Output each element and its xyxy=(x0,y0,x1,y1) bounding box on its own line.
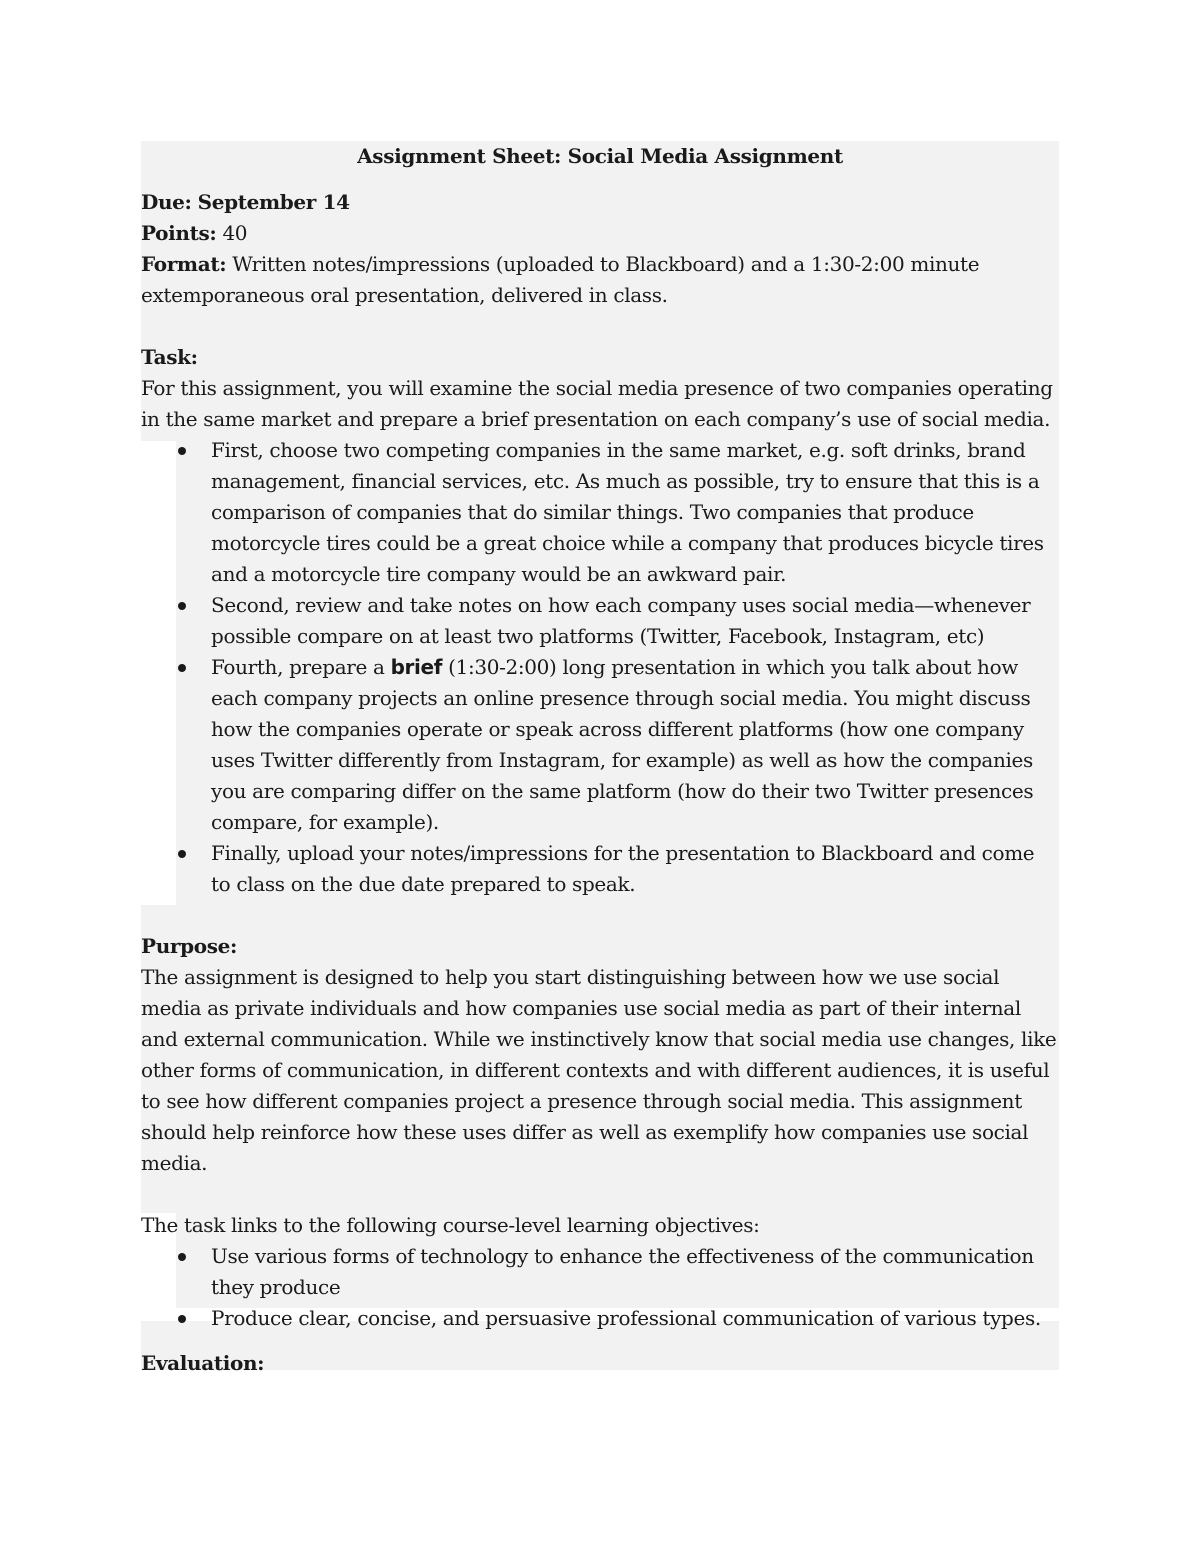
bullet-icon xyxy=(178,447,186,455)
task-bullet-emphasis: brief xyxy=(390,655,443,679)
list-item xyxy=(211,435,1059,590)
task-bullet-list xyxy=(141,435,1059,900)
task-heading: Task: xyxy=(141,345,198,369)
list-item xyxy=(211,590,1059,652)
task-bullet-text-before: Fourth, prepare a xyxy=(211,655,391,679)
format-value: Written notes/impressions (uploaded to Blackboard) and a 1:30-2:00 minute extemporaneous oral presentation, delivered in class. xyxy=(141,252,980,307)
due-line xyxy=(141,187,1059,218)
task-bullet-text-after: (1:30-2:00) long presentation in which you talk about how each company projects an online presence through social media. You might discuss how the companies operate or speak across different platforms (how one company uses Twitter differently from Instagram, for example) as well as how the companies you are comparing differ on the same platform (how do their two Twitter presences compare, for example). xyxy=(211,655,1034,834)
due-label: Due: xyxy=(141,190,192,214)
objective-text: Produce clear, concise, and persuasive professional communication of various types. xyxy=(211,1306,1041,1330)
bullet-icon xyxy=(178,664,186,672)
objective-text: Use various forms of technology to enhance the effectiveness of the communication they produce xyxy=(211,1244,1034,1299)
bullet-icon xyxy=(178,1253,186,1261)
bullet-icon xyxy=(178,602,186,610)
format-label: Format: xyxy=(141,252,227,276)
task-bullet-text: Second, review and take notes on how each company uses social media—whenever possible compare on at least two platforms (Twitter, Facebook, Instagram, etc) xyxy=(211,593,1031,648)
points-value: 40 xyxy=(222,221,248,245)
task-bullet-text: First, choose two competing companies in the same market, e.g. soft drinks, brand management, financial services, etc. As much as possible, try to ensure that this is a comparison of companies that do similar things. Two companies that produce motorcycle tires could be a great choice while a company that produces bicycle tires and a motorcycle tire company would be an awkward pair. xyxy=(211,438,1044,586)
points-line xyxy=(141,218,1059,249)
bullet-icon xyxy=(178,850,186,858)
purpose-heading: Purpose: xyxy=(141,934,238,958)
format-line xyxy=(141,249,1059,311)
task-intro: For this assignment, you will examine the social media presence of two companies operating in the same market and prepare a brief presentation on each company’s use of social media. xyxy=(141,376,1053,431)
objectives-intro: The task links to the following course-level learning objectives: xyxy=(141,1213,760,1237)
list-item xyxy=(211,838,1059,900)
points-label: Points: xyxy=(141,221,217,245)
document-body xyxy=(141,141,1059,1379)
due-value: September 14 xyxy=(197,190,350,214)
list-item xyxy=(211,1303,1059,1334)
page-title: Assignment Sheet: Social Media Assignment xyxy=(357,144,843,168)
list-item xyxy=(211,652,1059,838)
bullet-icon xyxy=(178,1315,186,1323)
objectives-list xyxy=(141,1241,1059,1334)
evaluation-heading: Evaluation: xyxy=(141,1351,265,1375)
list-item xyxy=(211,1241,1059,1303)
purpose-body: The assignment is designed to help you start distinguishing between how we use social media as private individuals and how companies use social media as part of their internal and external communication. While we instinctively know that social media use changes, like other forms of communication, in different contexts and with different audiences, it is useful to see how different companies project a presence through social media. This assignment should help reinforce how these uses differ as well as exemplify how companies use social media. xyxy=(141,965,1057,1175)
task-bullet-text: Finally, upload your notes/impressions for the presentation to Blackboard and come to class on the due date prepared to speak. xyxy=(211,841,1035,896)
